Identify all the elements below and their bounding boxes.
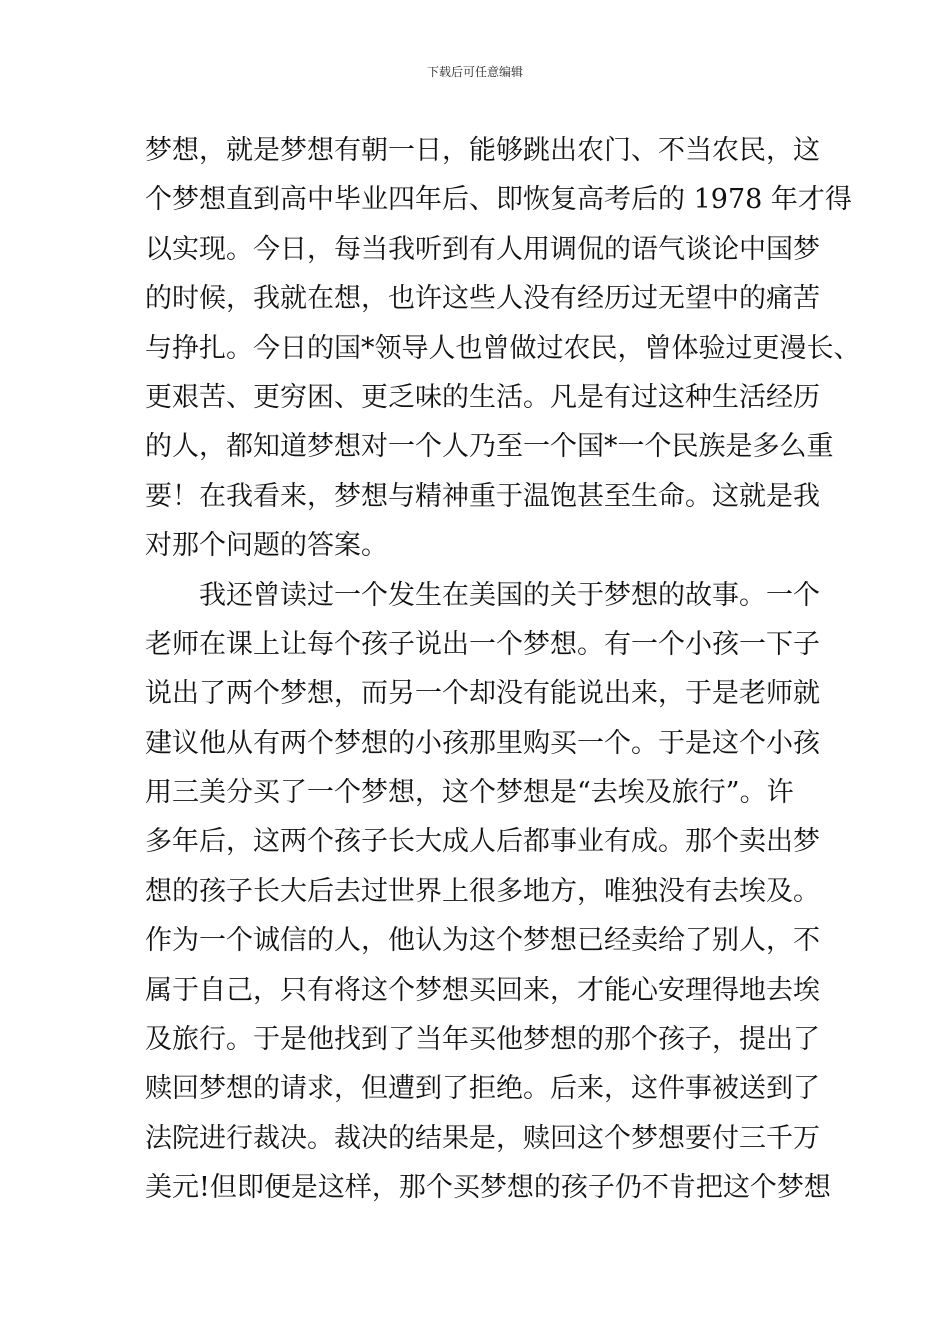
text-line: 与挣扎。今日的国*领导人也曾做过农民，曾体验过更漫长、: [145, 332, 861, 364]
text-line: 梦想，就是梦想有朝一日，能够跳出农门、不当农民，这: [145, 135, 820, 166]
page-header-note: 下载后可任意编辑: [426, 65, 523, 79]
text-line: 说出了两个梦想，而另一个却没有能说出来，于是老师就: [145, 678, 820, 710]
text-line: 要！在我看来，梦想与精神重于温饱甚至生命。这就是我: [145, 480, 820, 512]
text-line: 想的孩子长大后去过世界上很多地方，唯独没有去埃及。: [145, 875, 820, 907]
text-line: 作为一个诚信的人，他认为这个梦想已经卖给了别人，不: [145, 925, 820, 957]
text-line: 老师在课上让每个孩子说出一个梦想。有一个小孩一下子: [145, 628, 820, 660]
paragraph-start-line: 我还曾读过一个发生在美国的关于梦想的故事。一个: [145, 579, 820, 611]
text-line: 建议他从有两个梦想的小孩那里购买一个。于是这个小孩: [145, 727, 820, 759]
document-body: [145, 126, 861, 1213]
text-line: 更艰苦、更穷困、更乏味的生活。凡是有过这种生活经历: [145, 381, 820, 413]
text-line: 对那个问题的答案。: [145, 530, 388, 562]
text-line: 法院进行裁决。裁决的结果是，赎回这个梦想要付三千万: [145, 1122, 820, 1154]
text-line: 美元!但即便是这样，那个买梦想的孩子仍不肯把这个梦想: [145, 1172, 831, 1204]
text-line: 属于自己，只有将这个梦想买回来，才能心安理得地去埃: [145, 974, 820, 1006]
text-line: 个梦想直到高中毕业四年后、即恢复高考后的 1978 年才得: [145, 184, 852, 216]
text-line: 的人，都知道梦想对一个人乃至一个国*一个民族是多么重: [145, 431, 834, 463]
text-line: 用三美分买了一个梦想，这个梦想是“去埃及旅行”。许: [145, 777, 794, 809]
text-line: 多年后，这两个孩子长大成人后都事业有成。那个卖出梦: [145, 826, 820, 858]
text-line: 及旅行。于是他找到了当年买他梦想的那个孩子，提出了: [145, 1024, 820, 1056]
text-line: 的时候，我就在想，也许这些人没有经历过无望中的痛苦: [145, 283, 820, 315]
text-line: 赎回梦想的请求，但遭到了拒绝。后来，这件事被送到了: [145, 1073, 820, 1105]
text-line: 以实现。今日，每当我听到有人用调侃的语气谈论中国梦: [145, 233, 820, 265]
